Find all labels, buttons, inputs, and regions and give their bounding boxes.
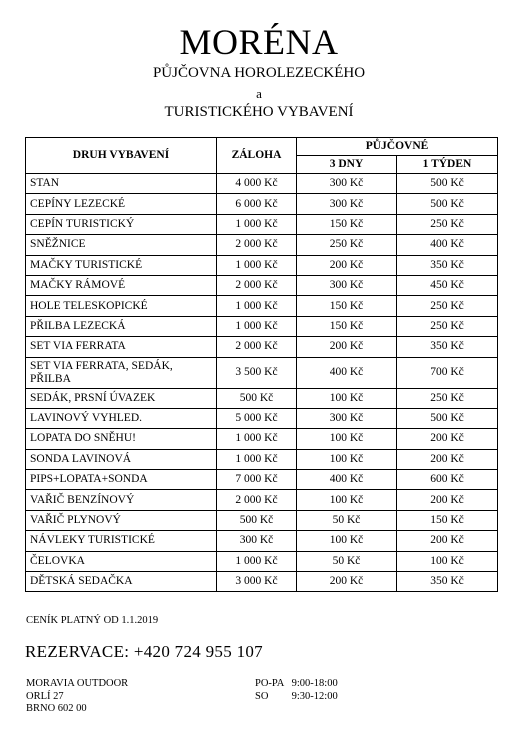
price-3-days-cell: 300 Kč <box>297 174 397 194</box>
deposit-cell: 1 000 Kč <box>217 255 297 275</box>
price-3-days-cell: 300 Kč <box>297 408 397 428</box>
deposit-cell: 300 Kč <box>217 531 297 551</box>
item-name: HOLE TELESKOPICKÉ <box>26 296 217 316</box>
table-row <box>26 510 498 530</box>
deposit-cell: 1 000 Kč <box>217 214 297 234</box>
opening-hours <box>255 678 338 703</box>
item-name: MAČKY RÁMOVÉ <box>26 275 217 295</box>
item-name: VAŘIČ BENZÍNOVÝ <box>26 490 217 510</box>
price-3-days-cell: 250 Kč <box>297 235 397 255</box>
price-week-cell: 200 Kč <box>397 490 498 510</box>
header-3-days: 3 DNY <box>297 156 397 174</box>
price-week-cell: 500 Kč <box>397 408 498 428</box>
price-week-cell: 600 Kč <box>397 470 498 490</box>
table-row <box>26 357 498 388</box>
header-1-week: 1 TÝDEN <box>397 156 498 174</box>
price-rows <box>26 174 498 592</box>
price-3-days-cell: 300 Kč <box>297 194 397 214</box>
address-line: MORAVIA OUTDOOR <box>26 678 129 689</box>
price-3-days-cell: 200 Kč <box>297 337 397 357</box>
deposit-cell: 6 000 Kč <box>217 194 297 214</box>
table-row <box>26 551 498 571</box>
table-row <box>26 531 498 551</box>
price-week-cell: 350 Kč <box>397 337 498 357</box>
table-row <box>26 275 498 295</box>
price-week-cell: 700 Kč <box>397 357 498 388</box>
price-3-days-cell: 100 Kč <box>297 531 397 551</box>
valid-from-note: CENÍK PLATNÝ OD 1.1.2019 <box>26 615 159 626</box>
table-row <box>26 296 498 316</box>
price-3-days-cell: 400 Kč <box>297 357 397 388</box>
price-3-days-cell: 100 Kč <box>297 490 397 510</box>
hours-line <box>255 691 338 704</box>
item-name: DĚTSKÁ SEDAČKA <box>26 572 217 592</box>
deposit-cell: 500 Kč <box>217 388 297 408</box>
deposit-cell: 3 000 Kč <box>217 572 297 592</box>
price-week-cell: 350 Kč <box>397 255 498 275</box>
address-line: BRNO 602 00 <box>26 703 87 714</box>
table-row <box>26 194 498 214</box>
deposit-cell: 7 000 Kč <box>217 470 297 490</box>
table-row <box>26 388 498 408</box>
table-row <box>26 235 498 255</box>
price-3-days-cell: 100 Kč <box>297 429 397 449</box>
hours-days: PO-PA <box>255 678 285 689</box>
subtitle-line-3: TURISTICKÉHO VYBAVENÍ <box>164 104 354 120</box>
item-name: VAŘIČ PLYNOVÝ <box>26 510 217 530</box>
item-name: SEDÁK, PRSNÍ ÚVAZEK <box>26 388 217 408</box>
item-name: LAVINOVÝ VYHLED. <box>26 408 217 428</box>
table-row <box>26 449 498 469</box>
deposit-cell: 1 000 Kč <box>217 551 297 571</box>
item-name: SNĚŽNICE <box>26 235 217 255</box>
price-3-days-cell: 300 Kč <box>297 275 397 295</box>
item-name: PIPS+LOPATA+SONDA <box>26 470 217 490</box>
deposit-cell: 5 000 Kč <box>217 408 297 428</box>
item-name: ČELOVKA <box>26 551 217 571</box>
item-name: SONDA LAVINOVÁ <box>26 449 217 469</box>
price-table <box>25 137 498 592</box>
price-week-cell: 500 Kč <box>397 194 498 214</box>
table-row <box>26 408 498 428</box>
header-rental: PŮJČOVNÉ <box>297 138 498 156</box>
price-week-cell: 500 Kč <box>397 174 498 194</box>
price-3-days-cell: 200 Kč <box>297 572 397 592</box>
table-row <box>26 429 498 449</box>
item-name: SET VIA FERRATA, SEDÁK, PŘILBA <box>26 357 217 388</box>
deposit-cell: 2 000 Kč <box>217 275 297 295</box>
table-row <box>26 214 498 234</box>
price-3-days-cell: 100 Kč <box>297 449 397 469</box>
item-name: CEPÍN TURISTICKÝ <box>26 214 217 234</box>
item-name: LOPATA DO SNĚHU! <box>26 429 217 449</box>
deposit-cell: 2 000 Kč <box>217 490 297 510</box>
header-item: DRUH VYBAVENÍ <box>26 138 217 174</box>
deposit-cell: 500 Kč <box>217 510 297 530</box>
item-name: MAČKY TURISTICKÉ <box>26 255 217 275</box>
table-row <box>26 337 498 357</box>
price-week-cell: 400 Kč <box>397 235 498 255</box>
price-week-cell: 200 Kč <box>397 531 498 551</box>
price-week-cell: 250 Kč <box>397 388 498 408</box>
address-block <box>26 678 128 716</box>
deposit-cell: 2 000 Kč <box>217 337 297 357</box>
reservation-phone: REZERVACE: +420 724 955 107 <box>25 642 263 661</box>
table-row <box>26 572 498 592</box>
header-deposit: ZÁLOHA <box>217 138 297 174</box>
table-row <box>26 174 498 194</box>
deposit-cell: 1 000 Kč <box>217 296 297 316</box>
table-row <box>26 316 498 336</box>
table-row <box>26 255 498 275</box>
deposit-cell: 2 000 Kč <box>217 235 297 255</box>
price-3-days-cell: 50 Kč <box>297 551 397 571</box>
shop-title: MORÉNA <box>179 22 339 62</box>
item-name: PŘILBA LEZECKÁ <box>26 316 217 336</box>
deposit-cell: 3 500 Kč <box>217 357 297 388</box>
price-week-cell: 250 Kč <box>397 214 498 234</box>
price-3-days-cell: 400 Kč <box>297 470 397 490</box>
table-row <box>26 490 498 510</box>
address-line: ORLÍ 27 <box>26 690 64 702</box>
price-week-cell: 450 Kč <box>397 275 498 295</box>
subtitle-line-2: a <box>256 86 262 101</box>
price-3-days-cell: 100 Kč <box>297 388 397 408</box>
price-week-cell: 100 Kč <box>397 551 498 571</box>
price-3-days-cell: 150 Kč <box>297 316 397 336</box>
price-week-cell: 200 Kč <box>397 429 498 449</box>
price-3-days-cell: 50 Kč <box>297 510 397 530</box>
deposit-cell: 4 000 Kč <box>217 174 297 194</box>
item-name: NÁVLEKY TURISTICKÉ <box>26 531 217 551</box>
item-name: SET VIA FERRATA <box>26 337 217 357</box>
price-week-cell: 350 Kč <box>397 572 498 592</box>
price-week-cell: 250 Kč <box>397 296 498 316</box>
table-row <box>26 470 498 490</box>
price-3-days-cell: 150 Kč <box>297 214 397 234</box>
price-3-days-cell: 150 Kč <box>297 296 397 316</box>
deposit-cell: 1 000 Kč <box>217 316 297 336</box>
item-name: CEPÍNY LEZECKÉ <box>26 194 217 214</box>
hours-days: SO <box>255 690 269 702</box>
price-3-days-cell: 200 Kč <box>297 255 397 275</box>
item-name: STAN <box>26 174 217 194</box>
hours-time: 9:30-12:00 <box>291 690 338 702</box>
deposit-cell: 1 000 Kč <box>217 429 297 449</box>
price-week-cell: 150 Kč <box>397 510 498 530</box>
deposit-cell: 1 000 Kč <box>217 449 297 469</box>
subtitle-line-1: PŮJČOVNA HOROLEZECKÉHO <box>152 65 366 81</box>
hours-time: 9:00-18:00 <box>291 678 338 689</box>
price-week-cell: 250 Kč <box>397 316 498 336</box>
hours-line <box>255 678 338 691</box>
price-week-cell: 200 Kč <box>397 449 498 469</box>
